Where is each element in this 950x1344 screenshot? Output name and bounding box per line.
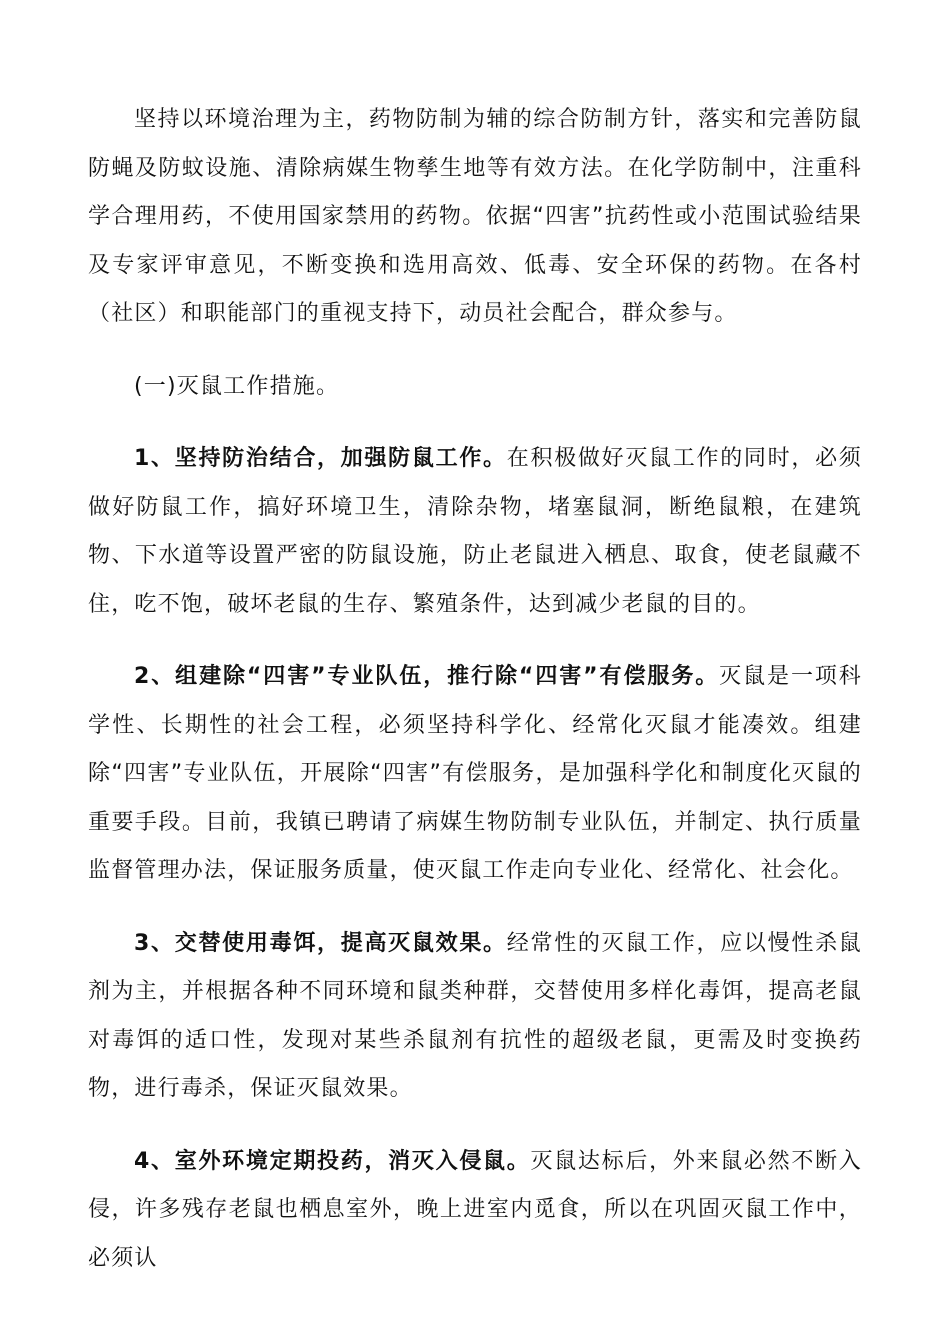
paragraph-item-1 [88, 435, 862, 629]
paragraph-lead: 4、室外环境定期投药，消灭入侵鼠。 [134, 1148, 531, 1174]
paragraph-item-4 [88, 1138, 862, 1284]
paragraph-text: 在积极做好灭鼠工作的同时，必须做好防鼠工作，搞好环境卫生，清除杂物，堵塞鼠洞，断绝鼠粮，在建筑物、下水道等设置严密的防鼠设施，防止老鼠进入栖息、取食，使老鼠藏不住，吃不饱，破坏老鼠的生存、繁殖条件，达到减少老鼠的目的。 [88, 446, 862, 617]
paragraph-text: 灭鼠达标后，外来鼠必然不断入侵，许多残存老鼠也栖息室外，晚上进室内觅食，所以在巩固灭鼠工作中，必须认 [88, 1148, 862, 1271]
paragraph-policy [88, 96, 862, 339]
paragraph-lead: 2、组建除“四害”专业队伍，推行除“四害”有偿服务。 [134, 664, 720, 689]
paragraph-text: (一)灭鼠工作措施。 [134, 373, 340, 399]
paragraph-lead: 3、交替使用毒饵，提高灭鼠效果。 [134, 930, 507, 956]
section-heading-rodent-control [88, 363, 862, 412]
paragraph-text: 经常性的灭鼠工作，应以慢性杀鼠剂为主，并根据各种不同环境和鼠类种群，交替使用多样化毒饵，提高老鼠对毒饵的适口性，发现对某些杀鼠剂有抗性的超级老鼠，更需及时变换药物，进行毒杀，保证灭鼠效果。 [88, 930, 862, 1101]
paragraph-item-3 [88, 920, 862, 1114]
paragraph-item-2 [88, 653, 862, 896]
paragraph-text: 坚持以环境治理为主，药物防制为辅的综合防制方针，落实和完善防鼠防蝇及防蚊设施、清除病媒生物孳生地等有效方法。在化学防制中，注重科学合理用药，不使用国家禁用的药物。依据“四害”抗药性或小范围试验结果及专家评审意见，不断变换和选用高效、低毒、安全环保的药物。在各村（社区）和职能部门的重视支持下，动员社会配合，群众参与。 [88, 107, 862, 326]
document-page [88, 96, 862, 1307]
paragraph-text: 灭鼠是一项科学性、长期性的社会工程，必须坚持科学化、经常化灭鼠才能凑效。组建除“四害”专业队伍，开展除“四害”有偿服务，是加强科学化和制度化灭鼠的重要手段。目前，我镇已聘请了病媒生物防制专业队伍，并制定、执行质量监督管理办法，保证服务质量，使灭鼠工作走向专业化、经常化、社会化。 [88, 664, 862, 883]
paragraph-lead: 1、坚持防治结合，加强防鼠工作。 [134, 446, 507, 471]
